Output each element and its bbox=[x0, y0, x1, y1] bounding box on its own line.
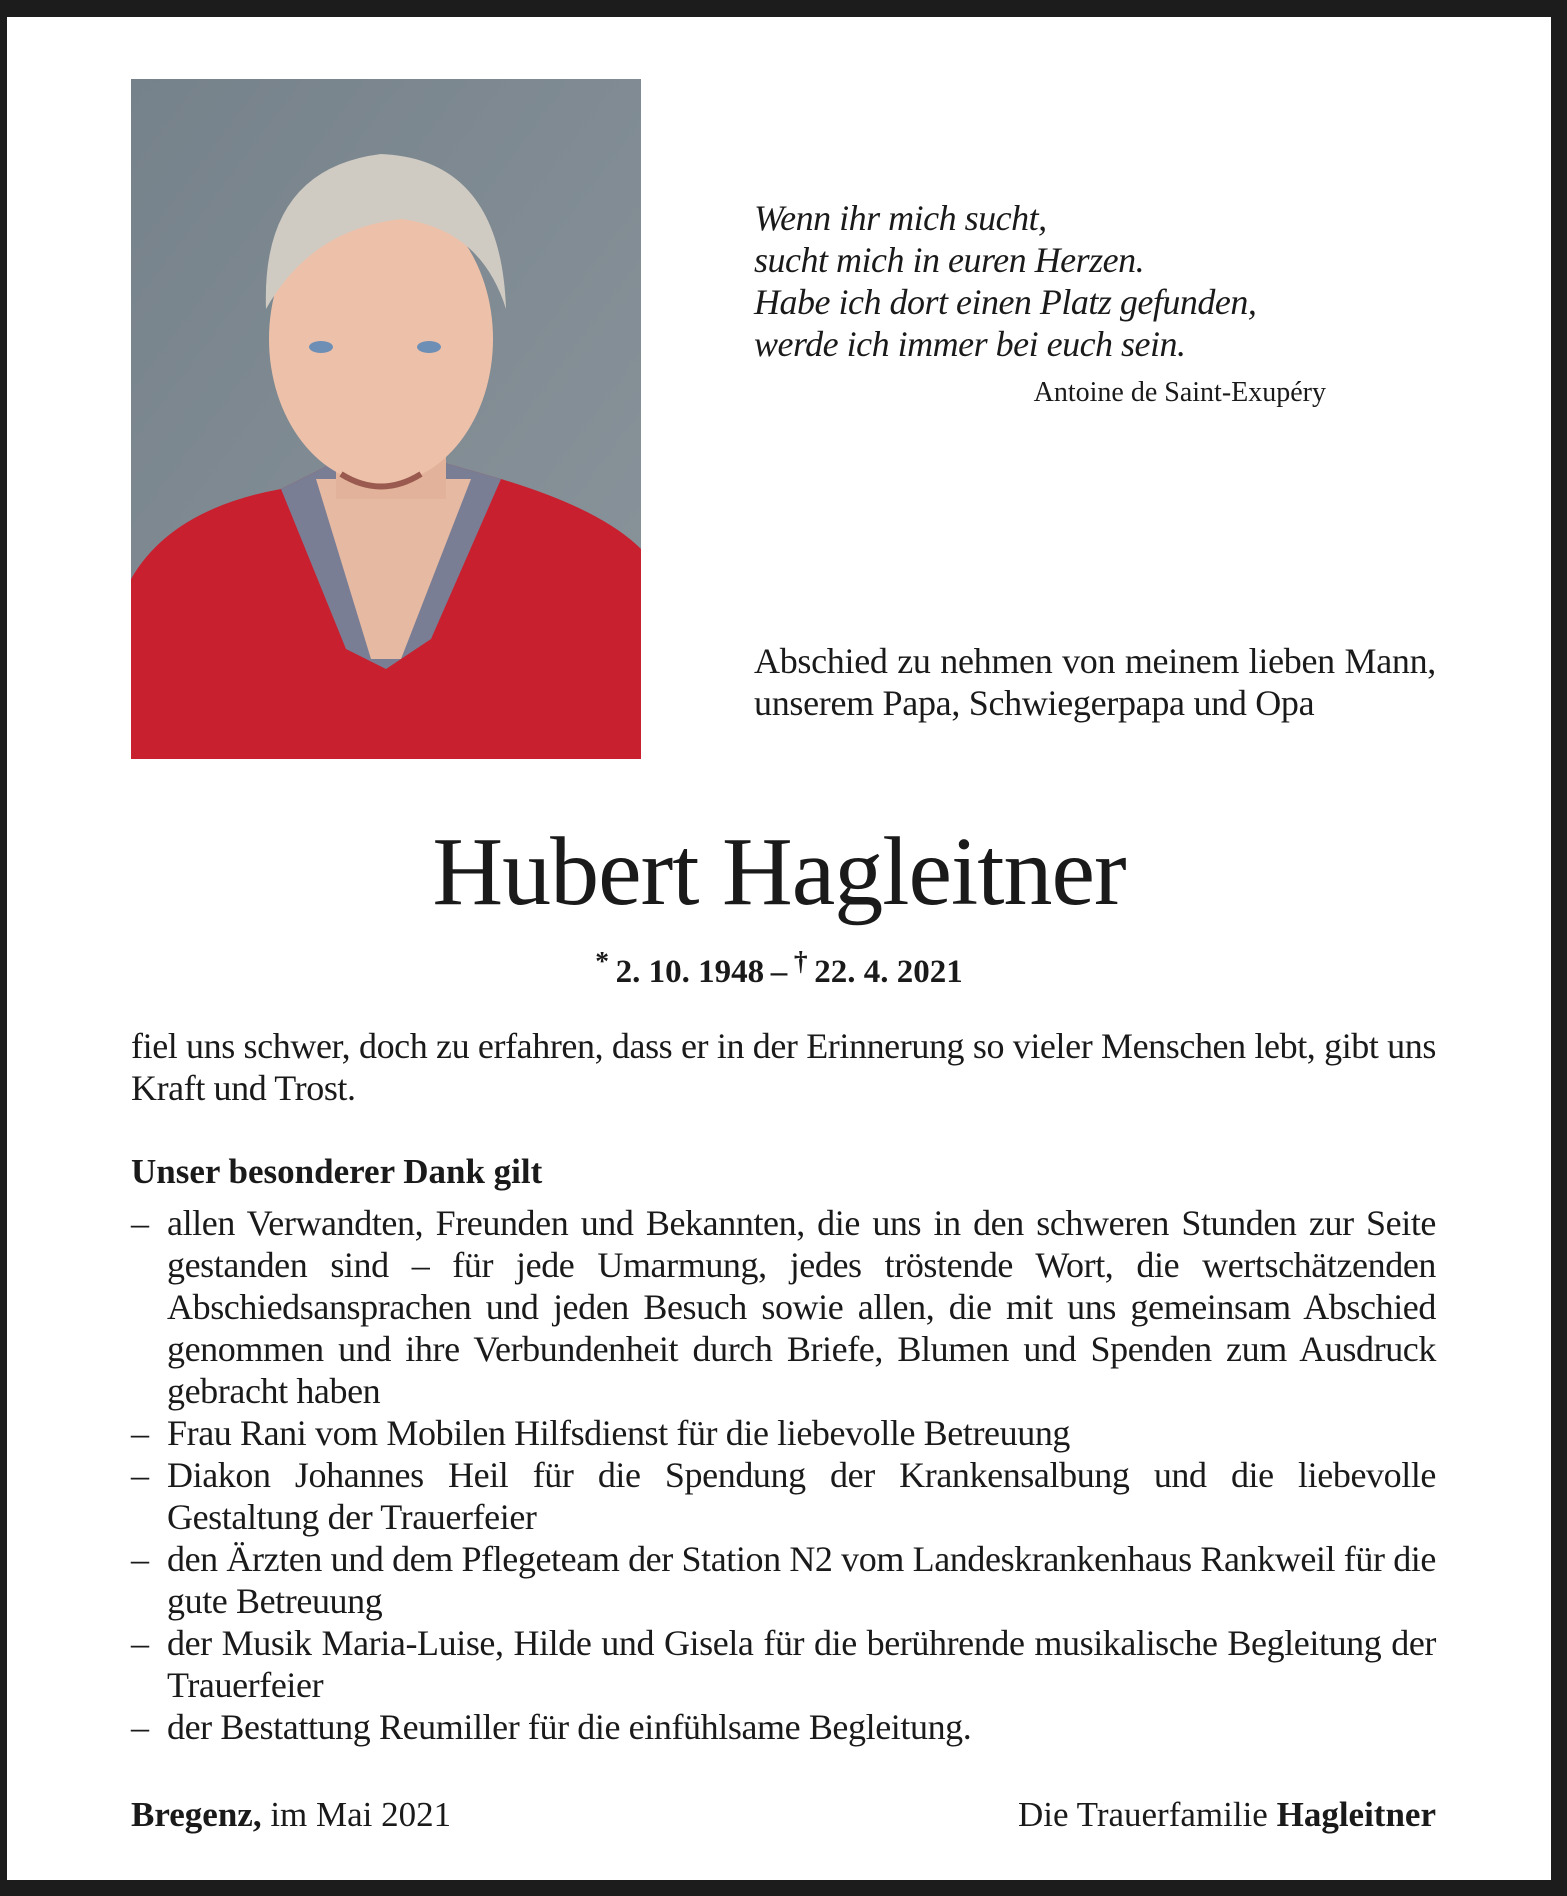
dash-bullet: – bbox=[131, 1455, 149, 1495]
quote-line: Wenn ihr mich sucht, bbox=[754, 198, 1047, 238]
date-separator: – bbox=[770, 954, 788, 990]
portrait-photo bbox=[131, 79, 641, 759]
list-item-text: den Ärzten und dem Pflegeteam der Station N2 vom Landeskrankenhaus Rankweil für die gute Betreuung bbox=[167, 1539, 1436, 1621]
life-dates bbox=[7, 945, 1551, 991]
thanks-list bbox=[131, 1202, 1436, 1748]
place-date bbox=[131, 1795, 451, 1835]
list-item-text: Diakon Johannes Heil für die Spendung der Krankensalbung und die liebevolle Gestaltung der Trauerfeier bbox=[167, 1455, 1436, 1537]
family-prefix: Die Trauerfamilie bbox=[1018, 1795, 1277, 1834]
dash-bullet: – bbox=[131, 1623, 149, 1663]
list-item-text: Frau Rani vom Mobilen Hilfsdienst für die liebevolle Betreuung bbox=[167, 1413, 1071, 1453]
list-item-text: allen Verwandten, Freunden und Bekannten, die uns in den schweren Stunden zur Seite gestanden sind – für jede Umarmung, jedes tröstende Wort, die wertschätzenden Abschiedsansprachen und jeden Besuch sowie allen, die mit uns gemeinsam Abschied genommen und ihre Verbundenheit durch Briefe, Blumen und Spenden zum Ausdruck gebracht haben bbox=[167, 1203, 1436, 1411]
place: Bregenz, bbox=[131, 1795, 262, 1834]
dash-bullet: – bbox=[131, 1413, 149, 1453]
list-item-text: der Musik Maria-Luise, Hilde und Gisela für die berührende musikalische Begleitung der Trauerfeier bbox=[167, 1623, 1436, 1705]
quote-line: sucht mich in euren Herzen. bbox=[754, 240, 1145, 280]
list-item bbox=[131, 1454, 1436, 1538]
family-name: Hagleitner bbox=[1276, 1795, 1436, 1834]
dash-bullet: – bbox=[131, 1539, 149, 1579]
thanks-heading: Unser besonderer Dank gilt bbox=[131, 1152, 543, 1191]
list-item bbox=[131, 1706, 1436, 1748]
list-item-text: der Bestattung Reumiller für die einfühlsame Begleitung. bbox=[167, 1707, 972, 1747]
birth-date: 2. 10. 1948 bbox=[615, 954, 765, 990]
quote-author: Antoine de Saint-Exupéry bbox=[1033, 377, 1326, 408]
body-paragraph: fiel uns schwer, doch zu erfahren, dass er in der Erinnerung so vieler Menschen lebt, gibt uns Kraft und Trost. bbox=[131, 1026, 1436, 1108]
dash-bullet: – bbox=[131, 1707, 149, 1747]
month-year: im Mai 2021 bbox=[261, 1795, 452, 1834]
quote-line: Habe ich dort einen Platz gefunden, bbox=[754, 282, 1257, 322]
death-symbol: † bbox=[793, 945, 808, 976]
death-date: 22. 4. 2021 bbox=[814, 954, 963, 990]
list-item bbox=[131, 1412, 1436, 1454]
deceased-name: Hubert Hagleitner bbox=[432, 818, 1126, 926]
memorial-quote bbox=[754, 197, 1256, 365]
dash-bullet: – bbox=[131, 1203, 149, 1243]
family-signature bbox=[1018, 1795, 1436, 1835]
birth-symbol: * bbox=[595, 945, 610, 976]
obituary-page bbox=[7, 17, 1551, 1880]
list-item bbox=[131, 1202, 1436, 1412]
quote-line: werde ich immer bei euch sein. bbox=[754, 324, 1186, 364]
list-item bbox=[131, 1538, 1436, 1622]
list-item bbox=[131, 1622, 1436, 1706]
intro-text: Abschied zu nehmen von meinem lieben Mann, unserem Papa, Schwiegerpapa und Opa bbox=[754, 641, 1436, 723]
